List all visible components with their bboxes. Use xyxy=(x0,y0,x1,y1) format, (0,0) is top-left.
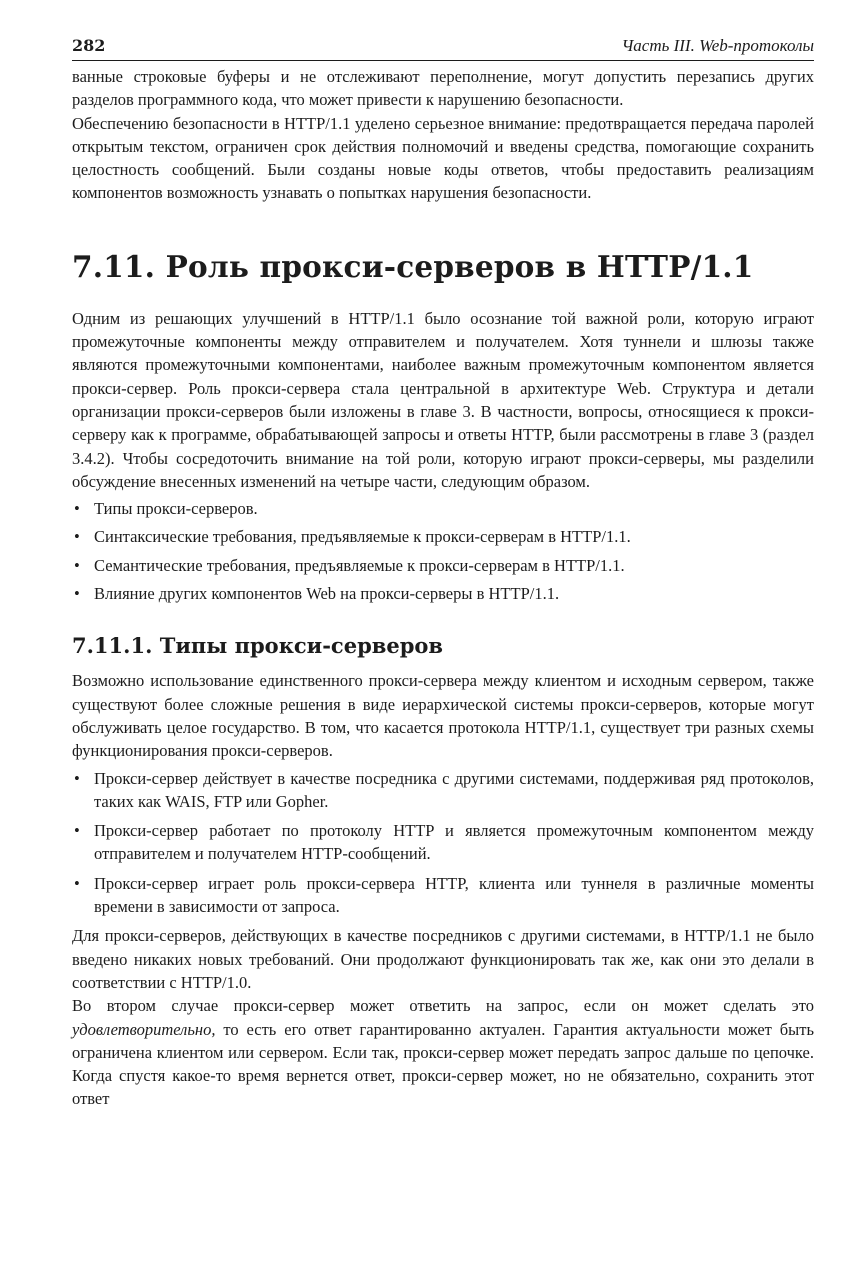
bullet-icon: • xyxy=(74,821,80,841)
paragraph-text: Во втором случае прокси-сервер может ответить на запрос, если он может сделать это xyxy=(72,996,814,1016)
bullet-icon: • xyxy=(74,499,80,519)
list-item-text: Прокси-сервер действует в качестве посредника с другими системами, поддерживая ряд протоколов, таких как WAIS, FTP или Gopher. xyxy=(94,768,814,811)
list-item-text: Синтаксические требования, предъявляемые к прокси-серверам в HTTP/1.1. xyxy=(94,527,631,547)
subsection-heading: 7.11.1. Типы прокси-серверов xyxy=(72,633,443,659)
list-item-text: Прокси-сервер работает по протоколу HTTP и является промежуточным компонентом между отправителем и получателем HTTP-сообщений. xyxy=(94,821,814,864)
section-bullet-list xyxy=(72,497,814,605)
subsection-paragraph-3 xyxy=(72,994,814,1110)
intro-paragraph-2: Обеспечению безопасности в HTTP/1.1 уделено серьезное внимание: предотвращается передача паролей открытым текстом, ограничен срок действия полномочий и введены средства, помогающие сохранить целостность сообщений. Были созданы новые коды ответов, чтобы предоставить реализациям компонентов возможность узнавать о попытках нарушения безопасности. xyxy=(72,113,814,203)
emphasized-term: удовлетворительно, xyxy=(72,1019,216,1039)
page-number: 282 xyxy=(72,36,106,55)
bullet-icon: • xyxy=(74,555,80,575)
list-item-text: Влияние других компонентов Web на прокси-серверы в HTTP/1.1. xyxy=(94,584,560,604)
list-item xyxy=(72,872,814,919)
intro-paragraph-1: ванные строковые буферы и не отслеживают переполнение, могут допустить перезапись других разделов программного кода, что может привести к нарушению безопасности. xyxy=(72,67,814,110)
section-heading: 7.11. Роль прокси-серверов в HTTP/1.1 xyxy=(72,248,754,284)
book-page xyxy=(72,36,814,1111)
running-title: Часть III. Web-протоколы xyxy=(621,36,814,55)
subsection-paragraph-1: Возможно использование единственного прокси-сервера между клиентом и исходным сервером, также существуют более сложные решения в виде иерархической системы прокси-серверов, которые могут обслуживать целое государство. В том, что касается протокола HTTP/1.1, существует три разных схемы функционирования прокси-серверов. xyxy=(72,671,814,761)
section-paragraph-1: Одним из решающих улучшений в HTTP/1.1 было осознание той важной роли, которую играют промежуточные компоненты между отправителем и получателем. Хотя туннели и шлюзы также являются промежуточными компонентами, наиболее важным промежуточным компонентом является прокси-сервер. Роль прокси-сервера стала центральной в архитектуре Web. Структура и детали организации прокси-серверов были изложены в главе 3. В частности, вопросы, относящиеся к прокси-серверу как к программе, обрабатывающей запросы и ответы HTTP, были рассмотрены в главе 3 (раздел 3.4.2). Чтобы сосредоточить внимание на той роли, которую играют прокси-серверы, мы разделили обсуждение внесенных изменений на четыре части, следующим образом. xyxy=(72,308,814,491)
list-item-text: Типы прокси-серверов. xyxy=(94,499,258,519)
list-item xyxy=(72,819,814,866)
list-item-text: Семантические требования, предъявляемые к прокси-серверам в HTTP/1.1. xyxy=(94,555,625,575)
list-item xyxy=(72,554,814,577)
list-item-text: Прокси-сервер играет роль прокси-сервера HTTP, клиента или туннеля в различные моменты времени в зависимости от запроса. xyxy=(94,873,814,917)
bullet-icon: • xyxy=(74,584,80,604)
bullet-icon: • xyxy=(74,873,80,893)
list-item xyxy=(72,497,814,520)
list-item xyxy=(72,525,814,548)
paragraph-text: то есть его ответ гарантированно актуален. Гарантия актуальности может быть ограничена клиентом или сервером. Если так, прокси-сервер может передать запрос дальше по цепочке. Когда спустя какое-то время вернется ответ, прокси-сервер может, но не обязательно, сохранить этот ответ xyxy=(72,1019,814,1109)
bullet-icon: • xyxy=(74,768,80,788)
bullet-icon: • xyxy=(74,527,80,547)
subsection-paragraph-2: Для прокси-серверов, действующих в качестве посредников с другими системами, в HTTP/1.1 не было введено никаких новых требований. Они продолжают функционировать так же, как они это делали в соответствии с HTTP/1.0. xyxy=(72,926,814,992)
list-item xyxy=(72,582,814,605)
list-item xyxy=(72,767,814,814)
subsection-bullet-list xyxy=(72,767,814,919)
running-head xyxy=(72,36,814,61)
